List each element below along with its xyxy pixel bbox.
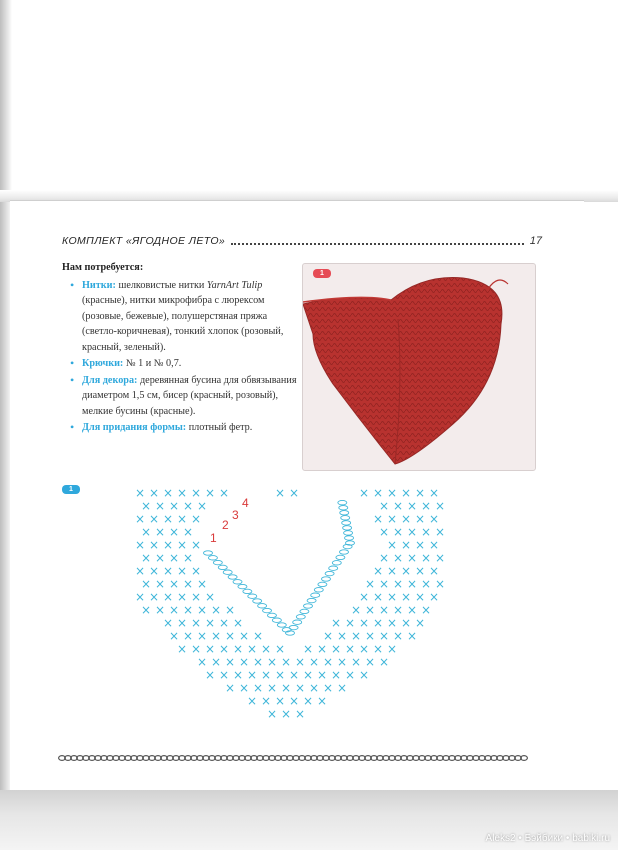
stitch-cross-150: × (196, 655, 208, 669)
stitch-cross-173: × (330, 668, 342, 682)
header-title: КОМПЛЕКТ «ЯГОДНОЕ ЛЕТО» (62, 235, 226, 247)
stitch-cross-130: × (350, 629, 362, 643)
stitch-cross-124: × (210, 629, 222, 643)
stitch-cross-93: × (414, 590, 426, 604)
chain-stitch-37 (343, 526, 352, 530)
stitch-cross-1: × (148, 486, 160, 500)
stitch-cross-82: × (434, 577, 446, 591)
stitch-cross-181: × (294, 681, 306, 695)
stitch-cross-129: × (336, 629, 348, 643)
stitch-cross-168: × (260, 668, 272, 682)
chain-stitch-31 (336, 555, 345, 559)
stitch-cross-68: × (386, 564, 398, 578)
stitch-cross-20: × (378, 499, 390, 513)
stitch-cross-160: × (336, 655, 348, 669)
stitch-cross-31: × (386, 512, 398, 526)
stitch-cross-163: × (378, 655, 390, 669)
chain-stitch-15 (277, 623, 286, 627)
stitch-cross-18: × (182, 499, 194, 513)
chain-stitch-10 (253, 599, 262, 603)
stitch-cross-94: × (428, 590, 440, 604)
stitch-cross-17: × (168, 499, 180, 513)
stitch-cross-127: × (252, 629, 264, 643)
stitch-cross-45: × (148, 538, 160, 552)
chain-stitch-4 (223, 570, 232, 574)
stitch-cross-28: × (176, 512, 188, 526)
round-label-2: 2 (222, 518, 229, 532)
stitch-cross-89: × (358, 590, 370, 604)
stitch-cross-58: × (392, 551, 404, 565)
chart-stitch-symbols (135, 486, 445, 721)
stitch-cross-100: × (210, 603, 222, 617)
stitch-cross-138: × (218, 642, 230, 656)
stitch-cross-5: × (204, 486, 216, 500)
stitch-cross-15: × (140, 499, 152, 513)
item-text: плотный фетр. (188, 422, 253, 433)
materials-list (62, 278, 297, 436)
stitch-cross-12: × (400, 486, 412, 500)
stitch-cross-24: × (434, 499, 446, 513)
stitch-cross-46: × (162, 538, 174, 552)
stitch-cross-125: × (224, 629, 236, 643)
stitch-cross-55: × (168, 551, 180, 565)
stitch-cross-107: × (420, 603, 432, 617)
stitch-cross-66: × (190, 564, 202, 578)
stitch-cross-146: × (344, 642, 356, 656)
crochet-heart-image (303, 264, 535, 470)
stitch-cross-48: × (190, 538, 202, 552)
stitch-cross-8: × (288, 486, 300, 500)
chain-stitch-6 (233, 580, 242, 584)
stitch-cross-23: × (420, 499, 432, 513)
stitch-cross-115: × (344, 616, 356, 630)
stitch-cross-164: × (204, 668, 216, 682)
stitch-cross-67: × (372, 564, 384, 578)
item-text-a: шелковистые нитки (118, 279, 207, 291)
stitch-cross-50: × (400, 538, 412, 552)
chain-stitch-41 (339, 506, 348, 510)
stitch-cross-110: × (190, 616, 202, 630)
stitch-cross-145: × (330, 642, 342, 656)
stitch-cross-52: × (428, 538, 440, 552)
materials-item-shape (82, 420, 297, 436)
stitch-cross-62: × (134, 564, 146, 578)
stitch-cross-78: × (378, 577, 390, 591)
stitch-cross-111: × (204, 616, 216, 630)
chain-stitch-7 (238, 584, 247, 588)
stitch-cross-186: × (260, 694, 272, 708)
stitch-cross-57: × (378, 551, 390, 565)
item-text: деревянная бусина для обвязывания диаметром 1,5 см, бисер (красный, розовый), мелкие бусины (красные). (82, 374, 297, 417)
header-dotted-rule (231, 238, 524, 245)
stitch-cross-158: × (308, 655, 320, 669)
stitch-cross-112: × (218, 616, 230, 630)
stitch-cross-136: × (190, 642, 202, 656)
stitch-cross-0: × (134, 486, 146, 500)
stitch-cross-116: × (358, 616, 370, 630)
stitch-cross-43: × (434, 525, 446, 539)
photo-number-badge: 1 (313, 269, 331, 278)
stitch-cross-102: × (350, 603, 362, 617)
stitch-cross-165: × (218, 668, 230, 682)
stitch-cross-192: × (280, 707, 292, 721)
chain-stitch-14 (272, 618, 281, 622)
stitch-cross-25: × (134, 512, 146, 526)
chain-stitch-30 (332, 561, 341, 565)
footer-chain-rule (58, 753, 530, 763)
stitch-cross-98: × (182, 603, 194, 617)
stitch-cross-105: × (392, 603, 404, 617)
chain-stitch-36 (344, 531, 353, 535)
watermark: Aleks2 • Бэйбики • babiki.ru (485, 833, 610, 844)
stitch-cross-42: × (420, 525, 432, 539)
stitch-cross-19: × (196, 499, 208, 513)
materials-item-yarn (82, 278, 297, 356)
chain-stitch-39 (341, 516, 350, 520)
stitch-cross-139: × (232, 642, 244, 656)
stitch-cross-106: × (406, 603, 418, 617)
chain-stitch-19 (293, 620, 302, 624)
stitch-cross-126: × (238, 629, 250, 643)
stitch-cross-27: × (162, 512, 174, 526)
stitch-cross-140: × (246, 642, 258, 656)
stitch-cross-119: × (400, 616, 412, 630)
stitch-cross-162: × (364, 655, 376, 669)
stitch-cross-156: × (280, 655, 292, 669)
stitch-cross-3: × (176, 486, 188, 500)
stitch-cross-166: × (232, 668, 244, 682)
stitch-cross-149: × (386, 642, 398, 656)
stitch-cross-172: × (316, 668, 328, 682)
item-text-b: (красные), нитки микрофибра с люрексом (розовые, бежевые), полушерстяная пряжа (светло-коричневая), тонкий хлопок (розовый, красный, зеленый). (82, 295, 284, 353)
stitch-cross-97: × (168, 603, 180, 617)
stitch-cross-135: × (176, 642, 188, 656)
stitch-cross-175: × (358, 668, 370, 682)
stitch-cross-167: × (246, 668, 258, 682)
stitch-cross-187: × (274, 694, 286, 708)
stitch-cross-170: × (288, 668, 300, 682)
stitch-cross-61: × (434, 551, 446, 565)
chain-stitch-23 (307, 598, 316, 602)
stitch-cross-103: × (364, 603, 376, 617)
item-text-brand: YarnArt Tulip (206, 279, 263, 291)
stitch-cross-36: × (154, 525, 166, 539)
stitch-cross-39: × (378, 525, 390, 539)
stitch-cross-85: × (162, 590, 174, 604)
stitch-cross-7: × (274, 486, 286, 500)
stitch-cross-54: × (154, 551, 166, 565)
stitch-cross-104: × (378, 603, 390, 617)
stitch-cross-133: × (392, 629, 404, 643)
stitch-cross-49: × (386, 538, 398, 552)
stitch-cross-152: × (224, 655, 236, 669)
stitch-cross-41: × (406, 525, 418, 539)
chain-stitch-12 (263, 608, 272, 612)
stitch-cross-148: × (372, 642, 384, 656)
stitch-cross-109: × (176, 616, 188, 630)
stitch-cross-87: × (190, 590, 202, 604)
stitch-cross-114: × (330, 616, 342, 630)
stitch-cross-84: × (148, 590, 160, 604)
stitch-cross-169: × (274, 668, 286, 682)
stitch-cross-191: × (266, 707, 278, 721)
stitch-cross-154: × (252, 655, 264, 669)
stitch-cross-21: × (392, 499, 404, 513)
stitch-cross-70: × (414, 564, 426, 578)
chain-stitch-8 (243, 589, 252, 593)
chain-stitch-26 (318, 582, 327, 586)
stitch-cross-2: × (162, 486, 174, 500)
materials-heading: Нам потребуется: (62, 262, 144, 273)
stitch-cross-189: × (302, 694, 314, 708)
item-text: № 1 и № 0,7. (125, 358, 182, 369)
stitch-cross-63: × (148, 564, 160, 578)
stitch-cross-142: × (274, 642, 286, 656)
stitch-cross-117: × (372, 616, 384, 630)
stitch-cross-159: × (322, 655, 334, 669)
chain-stitch-27 (322, 577, 331, 581)
stitch-cross-80: × (406, 577, 418, 591)
stitch-cross-30: × (372, 512, 384, 526)
stitch-cross-6: × (218, 486, 230, 500)
stitch-cross-14: × (428, 486, 440, 500)
chain-stitch-18 (289, 625, 298, 629)
chain-stitch-9 (248, 594, 257, 598)
stitch-cross-65: × (176, 564, 188, 578)
item-label: Крючки: (82, 358, 124, 369)
chain-stitch-22 (304, 604, 313, 608)
stitch-cross-122: × (182, 629, 194, 643)
stitch-cross-86: × (176, 590, 188, 604)
stitch-cross-81: × (420, 577, 432, 591)
stitch-cross-33: × (414, 512, 426, 526)
stitch-cross-79: × (392, 577, 404, 591)
stitch-cross-137: × (204, 642, 216, 656)
chart-number-badge: 1 (62, 485, 80, 494)
stitch-cross-91: × (386, 590, 398, 604)
stitch-cross-37: × (168, 525, 180, 539)
stitch-cross-26: × (148, 512, 160, 526)
chain-stitch-25 (314, 588, 323, 592)
stitch-cross-161: × (350, 655, 362, 669)
materials-item-decor (82, 373, 297, 420)
stitch-cross-10: × (372, 486, 384, 500)
running-header (62, 232, 542, 250)
stitch-cross-95: × (140, 603, 152, 617)
stitch-cross-71: × (428, 564, 440, 578)
chain-stitch-35 (345, 536, 354, 540)
chain-stitch-42 (338, 500, 347, 504)
stitch-cross-34: × (428, 512, 440, 526)
stitch-cross-99: × (196, 603, 208, 617)
chain-stitch-29 (329, 566, 338, 570)
stitch-cross-56: × (182, 551, 194, 565)
chain-stitch-0 (204, 551, 213, 555)
stitch-cross-188: × (288, 694, 300, 708)
stitch-cross-177: × (238, 681, 250, 695)
stitch-cross-4: × (190, 486, 202, 500)
stitch-cross-13: × (414, 486, 426, 500)
chain-stitch-11 (258, 604, 267, 608)
item-label: Для придания формы: (82, 422, 187, 433)
stitch-cross-22: × (406, 499, 418, 513)
chain-stitch-21 (300, 609, 309, 613)
stitch-cross-83: × (134, 590, 146, 604)
stitch-cross-151: × (210, 655, 222, 669)
stitch-cross-143: × (302, 642, 314, 656)
stitch-cross-51: × (414, 538, 426, 552)
stitch-cross-155: × (266, 655, 278, 669)
stitch-cross-73: × (154, 577, 166, 591)
chain-stitch-24 (311, 593, 320, 597)
stitch-cross-77: × (364, 577, 376, 591)
heart-photo (302, 263, 536, 471)
stitch-cross-144: × (316, 642, 328, 656)
round-label-4: 4 (242, 496, 249, 510)
stitch-cross-123: × (196, 629, 208, 643)
stitch-cross-193: × (294, 707, 306, 721)
stitch-cross-134: × (406, 629, 418, 643)
stitch-cross-47: × (176, 538, 188, 552)
stitch-cross-108: × (162, 616, 174, 630)
stitch-cross-69: × (400, 564, 412, 578)
chain-stitch-32 (340, 550, 349, 554)
stitch-cross-72: × (140, 577, 152, 591)
round-label-1: 1 (210, 531, 217, 545)
stitch-cross-131: × (364, 629, 376, 643)
chain-stitch-20 (296, 615, 305, 619)
materials-section (62, 260, 297, 437)
stitch-cross-38: × (182, 525, 194, 539)
stitch-cross-171: × (302, 668, 314, 682)
stitch-cross-32: × (400, 512, 412, 526)
stitch-cross-147: × (358, 642, 370, 656)
stitch-cross-185: × (246, 694, 258, 708)
stitch-cross-120: × (414, 616, 426, 630)
stitch-cross-141: × (260, 642, 272, 656)
stitch-cross-179: × (266, 681, 278, 695)
stitch-cross-190: × (316, 694, 328, 708)
stitch-cross-40: × (392, 525, 404, 539)
stitch-cross-75: × (182, 577, 194, 591)
stitch-cross-60: × (420, 551, 432, 565)
page-number: 17 (529, 235, 542, 247)
chain-stitch-2 (213, 560, 222, 564)
round-label-3: 3 (232, 508, 239, 522)
stitch-cross-182: × (308, 681, 320, 695)
stitch-cross-132: × (378, 629, 390, 643)
crochet-chart (130, 485, 450, 755)
chain-stitch-40 (340, 511, 349, 515)
materials-item-hooks (82, 356, 297, 372)
stitch-cross-121: × (168, 629, 180, 643)
stitch-cross-184: × (336, 681, 348, 695)
item-label: Нитки: (82, 279, 116, 291)
stitch-cross-153: × (238, 655, 250, 669)
stitch-cross-9: × (358, 486, 370, 500)
chain-stitch-13 (267, 613, 276, 617)
stitch-cross-157: × (294, 655, 306, 669)
stitch-cross-176: × (224, 681, 236, 695)
stitch-cross-59: × (406, 551, 418, 565)
stitch-cross-64: × (162, 564, 174, 578)
stitch-cross-113: × (232, 616, 244, 630)
stitch-cross-128: × (322, 629, 334, 643)
stitch-cross-11: × (386, 486, 398, 500)
chain-stitch-3 (218, 565, 227, 569)
stitch-cross-44: × (134, 538, 146, 552)
stitch-cross-101: × (224, 603, 236, 617)
stitch-cross-16: × (154, 499, 166, 513)
stitch-cross-96: × (154, 603, 166, 617)
chain-stitch-1 (208, 556, 217, 560)
stitch-cross-174: × (344, 668, 356, 682)
stitch-cross-178: × (252, 681, 264, 695)
chain-stitch-5 (228, 575, 237, 579)
item-label: Для декора: (82, 374, 138, 386)
stitch-cross-35: × (140, 525, 152, 539)
stitch-cross-90: × (372, 590, 384, 604)
stitch-cross-76: × (196, 577, 208, 591)
stitch-cross-29: × (190, 512, 202, 526)
stitch-cross-92: × (400, 590, 412, 604)
chain-stitch-38 (342, 521, 351, 525)
stitch-cross-88: × (204, 590, 216, 604)
chain-stitch-28 (325, 571, 334, 575)
stitch-cross-118: × (386, 616, 398, 630)
stitch-cross-183: × (322, 681, 334, 695)
stitch-cross-180: × (280, 681, 292, 695)
stitch-cross-74: × (168, 577, 180, 591)
stitch-cross-53: × (140, 551, 152, 565)
